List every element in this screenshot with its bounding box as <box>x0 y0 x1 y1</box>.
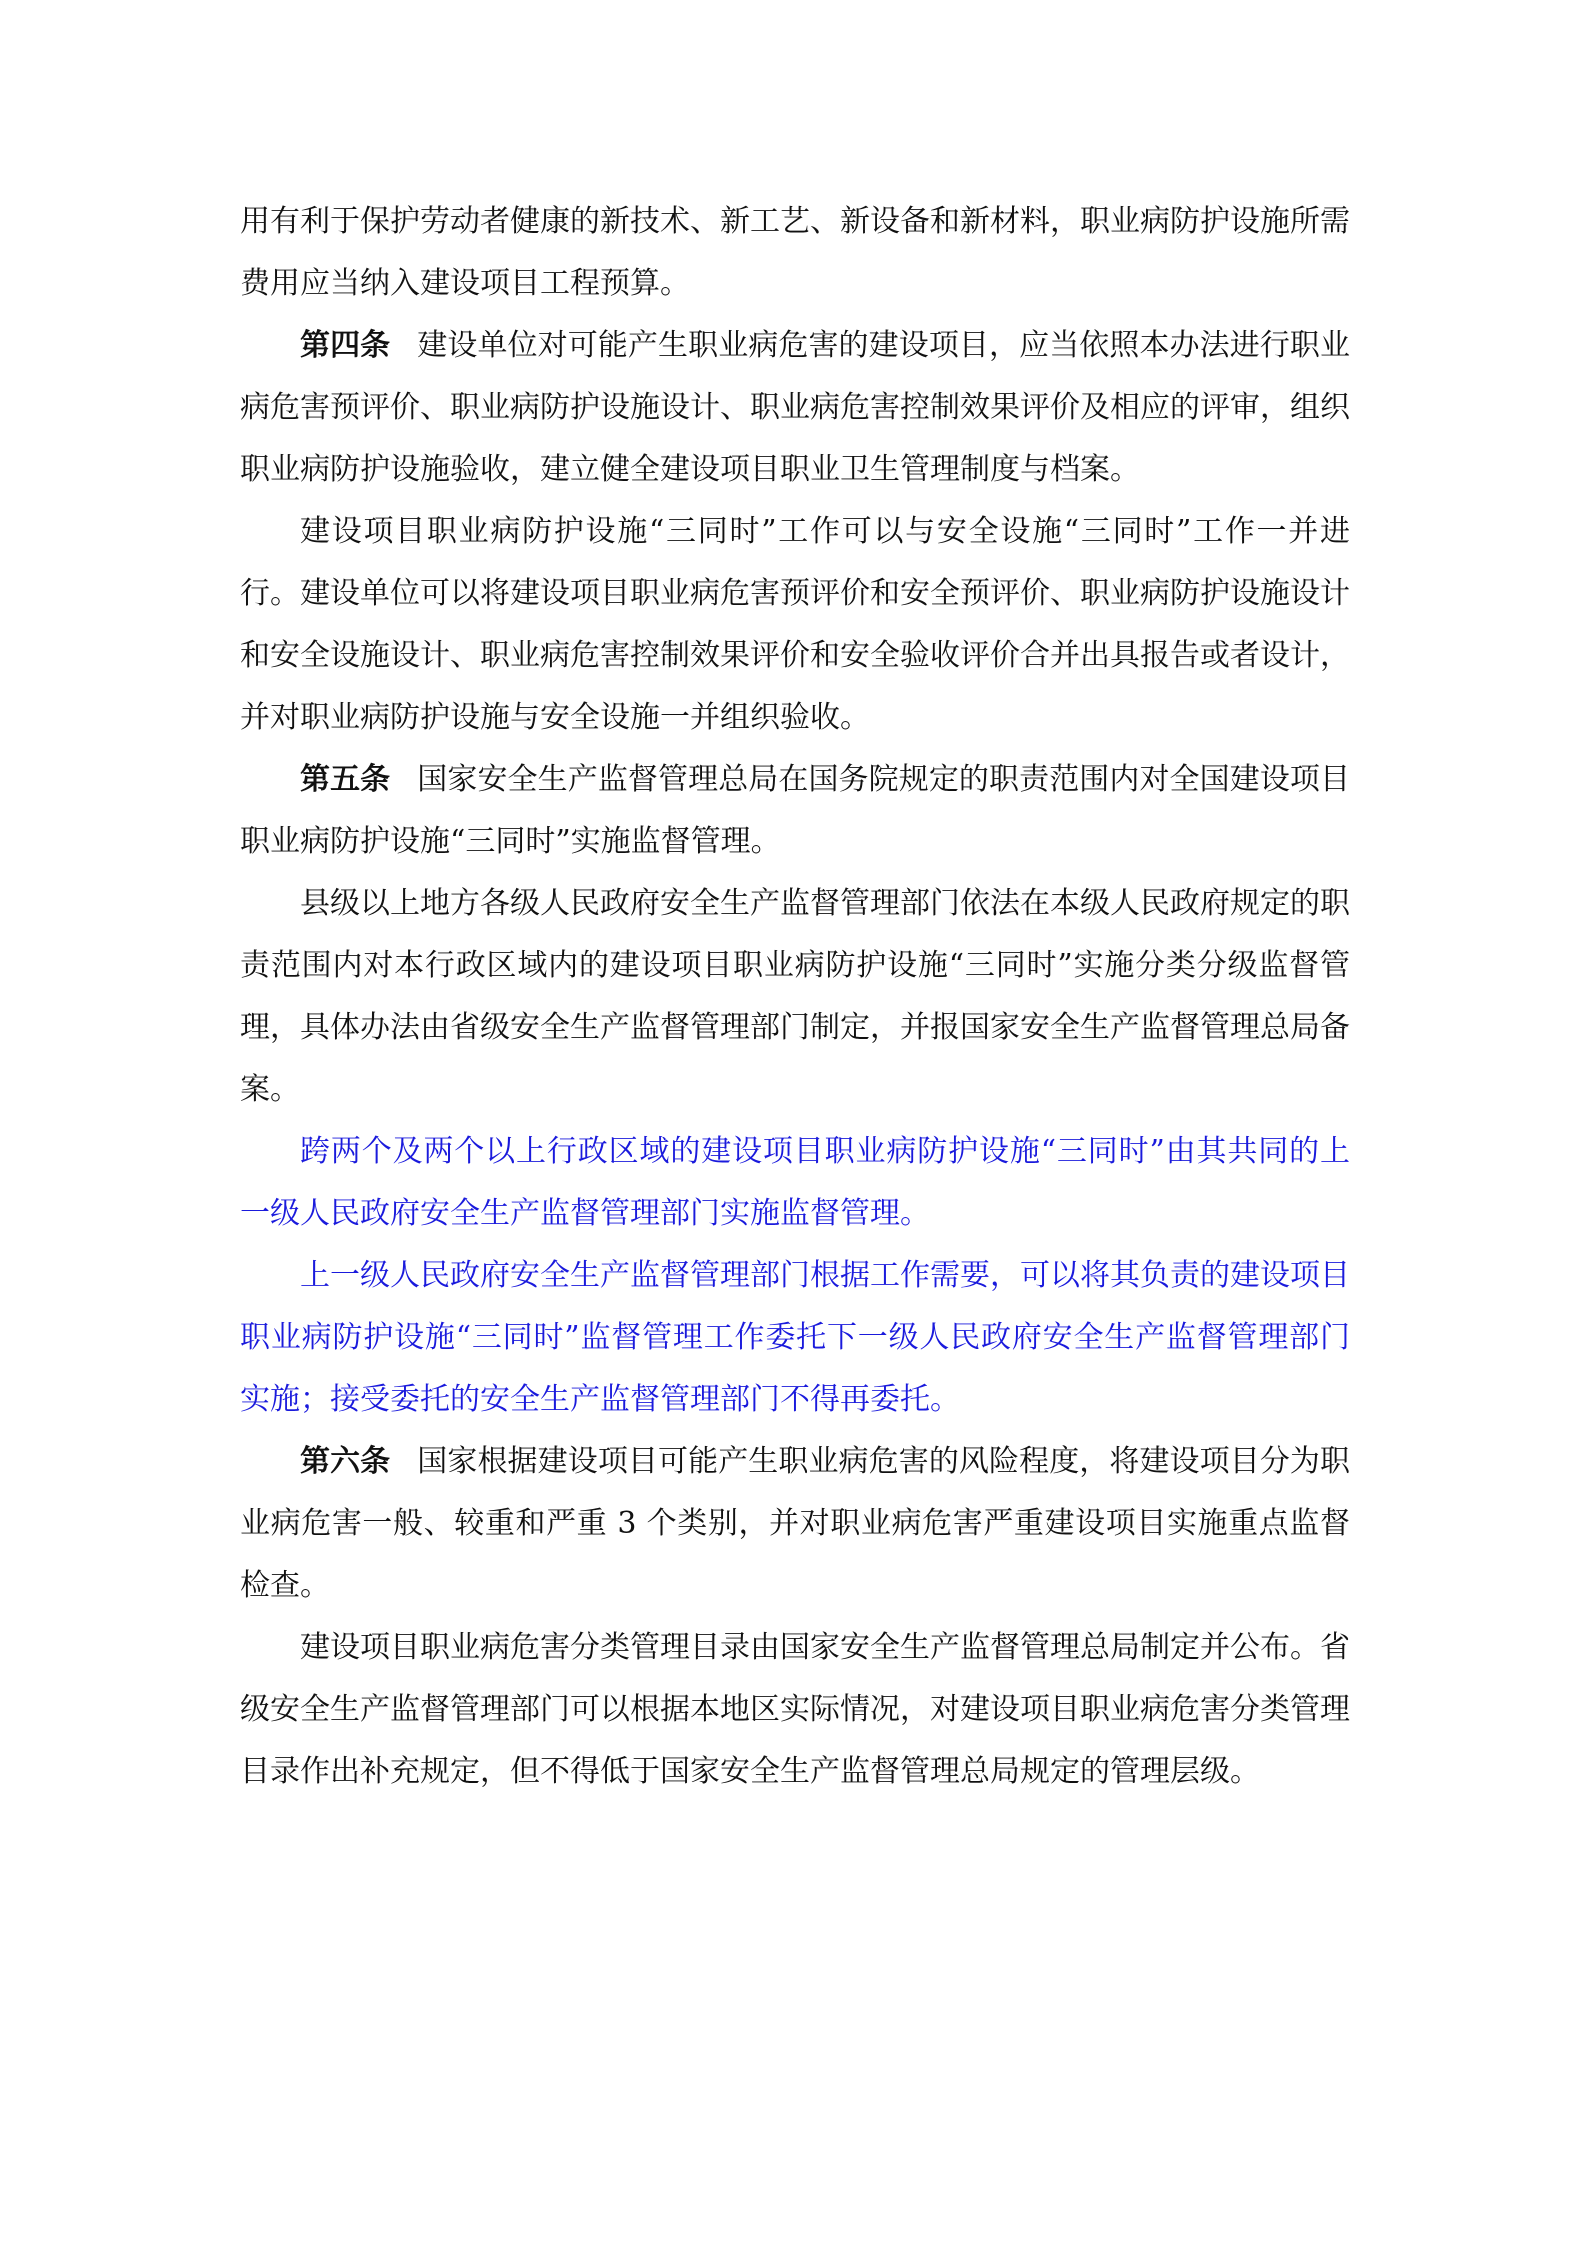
paragraph-text: 建设项目职业病危害分类管理目录由国家安全生产监督管理总局制定并公布。省级安全生产监督管理部门可以根据本地区实际情况，对建设项目职业病危害分类管理目录作出补充规定，但不得低于国家安全生产监督管理总局规定的管理层级。 <box>240 1630 1350 1789</box>
article-4-label: 第四条 <box>300 328 391 363</box>
paragraph-text: 县级以上地方各级人民政府安全生产监督管理部门依法在本级人民政府规定的职责范围内对本行政区域内的建设项目职业病防护设施“三同时”实施分类分级监督管理，具体办法由省级安全生产监督管理部门制定，并报国家安全生产监督管理总局备案。 <box>240 886 1350 1107</box>
article-5-paragraph <box>240 749 1350 873</box>
article-4-subparagraph <box>240 501 1350 749</box>
paragraph-text: 建设单位对可能产生职业病危害的建设项目，应当依照本办法进行职业病危害预评价、职业病防护设施设计、职业病危害控制效果评价及相应的评审，组织职业病防护设施验收，建立健全建设项目职业卫生管理制度与档案。 <box>240 328 1351 487</box>
article-5-subparagraph-3-highlighted <box>240 1245 1350 1431</box>
article-4-paragraph <box>240 315 1350 501</box>
paragraph-text: 国家安全生产监督管理总局在国务院规定的职责范围内对全国建设项目职业病防护设施“三同时”实施监督管理。 <box>240 762 1351 859</box>
article-6-paragraph <box>240 1431 1350 1617</box>
article-6-label: 第六条 <box>300 1444 391 1479</box>
article-6-subparagraph <box>240 1617 1350 1803</box>
paragraph-text: 建设项目职业病防护设施“三同时”工作可以与安全设施“三同时”工作一并进行。建设单位可以将建设项目职业病危害预评价和安全预评价、职业病防护设施设计和安全设施设计、职业病危害控制效果评价和安全验收评价合并出具报告或者设计，并对职业病防护设施与安全设施一并组织验收。 <box>240 514 1350 735</box>
paragraph-text: 上一级人民政府安全生产监督管理部门根据工作需要，可以将其负责的建设项目职业病防护设施“三同时”监督管理工作委托下一级人民政府安全生产监督管理部门实施；接受委托的安全生产监督管理部门不得再委托。 <box>240 1258 1350 1417</box>
paragraph-text: 用有利于保护劳动者健康的新技术、新工艺、新设备和新材料，职业病防护设施所需费用应当纳入建设项目工程预算。 <box>240 204 1350 301</box>
article-5-subparagraph-1 <box>240 873 1350 1121</box>
article-5-subparagraph-2-highlighted <box>240 1121 1350 1245</box>
paragraph-text: 跨两个及两个以上行政区域的建设项目职业病防护设施“三同时”由其共同的上一级人民政府安全生产监督管理部门实施监督管理。 <box>240 1134 1350 1231</box>
document-body <box>240 191 1350 1803</box>
article-5-label: 第五条 <box>300 762 391 797</box>
paragraph-continuation <box>240 191 1350 315</box>
paragraph-text: 国家根据建设项目可能产生职业病危害的风险程度，将建设项目分为职业病危害一般、较重和严重 3 个类别，并对职业病危害严重建设项目实施重点监督检查。 <box>240 1444 1351 1603</box>
